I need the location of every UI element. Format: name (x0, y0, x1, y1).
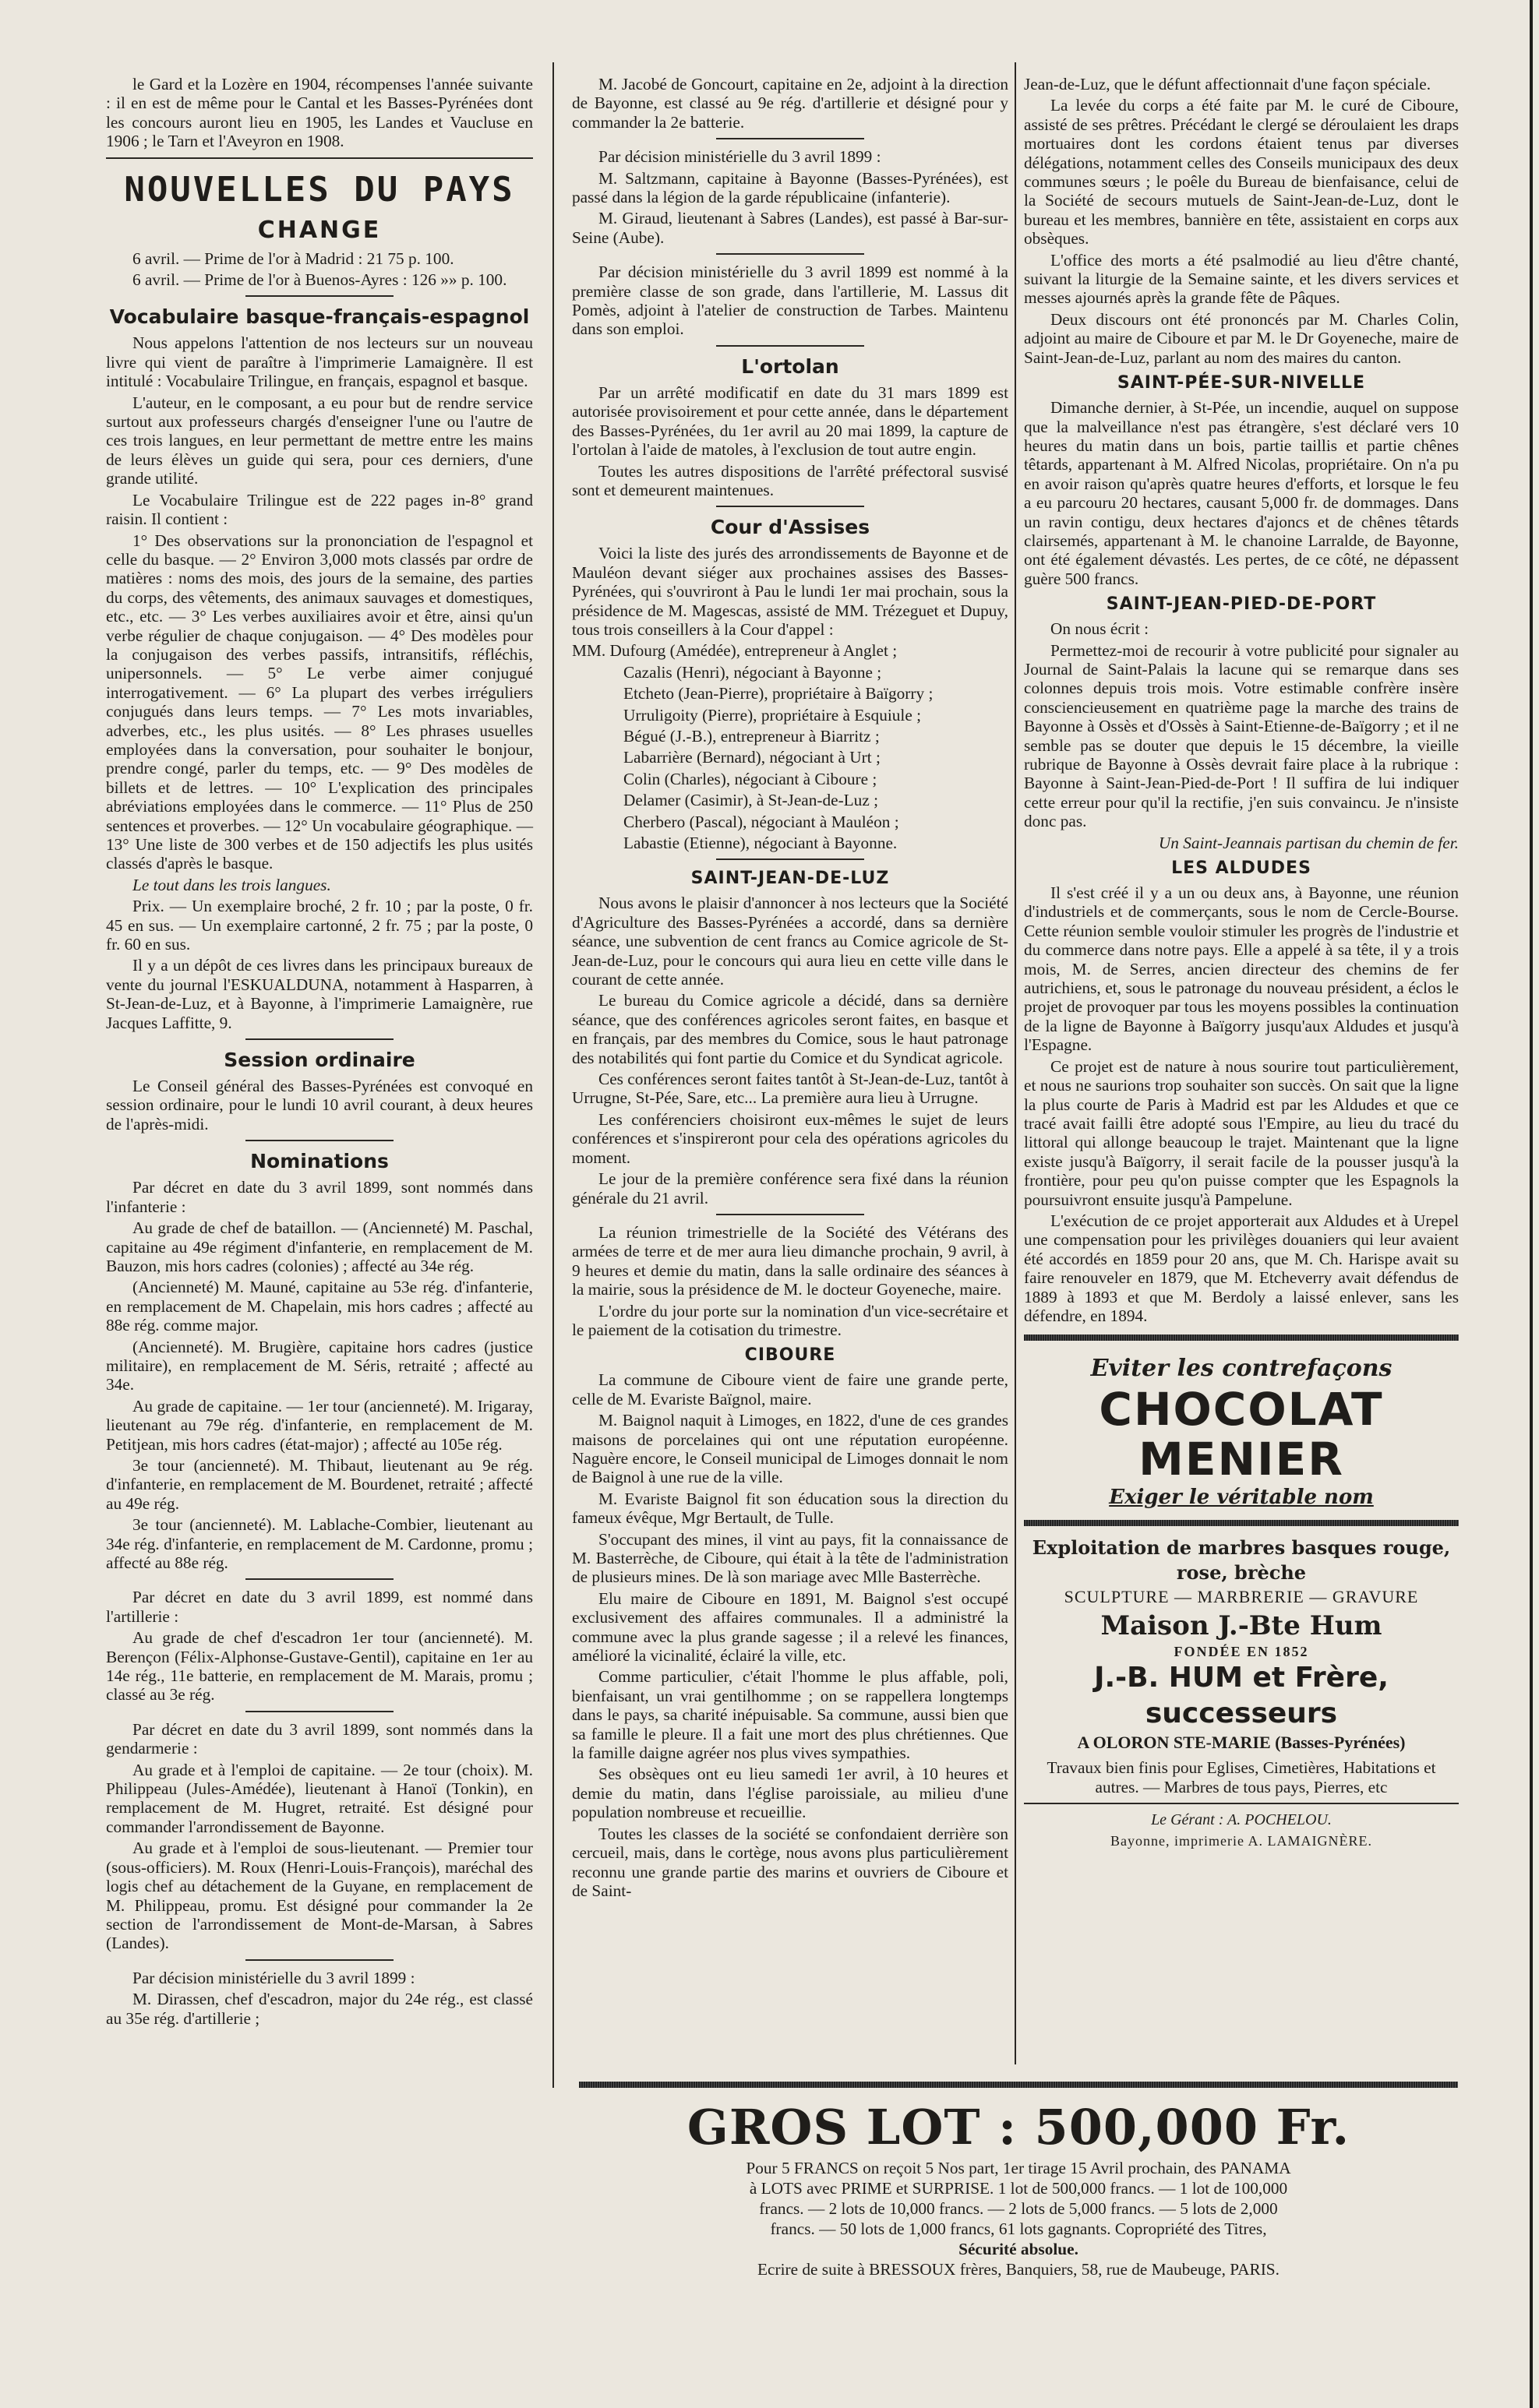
ciboure-p8: Toutes les classes de la société se confondaient derrière son cercueil, mais, dans le cortège, nous avons plus particulièrement reconnu une grande partie des marins et ouvriers de Ciboure et de Saint- (572, 1824, 1008, 1900)
nominations-p9: Au grade de chef d'escadron 1er tour (ancienneté). M. Berençon (Félix-Alphonse-Gustave-Gentil), capitaine en 1er au 14e rég., 11e batterie, en remplacement de M. Marais, promu ; classé au 3e rég. (106, 1628, 533, 1705)
col2-p2: Par décision ministérielle du 3 avril 1899 : (598, 147, 881, 167)
nominations-heading: Nominations (250, 1150, 389, 1173)
ortolan-heading: L'ortolan (741, 354, 839, 378)
gros-lot-title: GROS LOT : 500,000 Fr. (687, 2099, 1350, 2156)
juror-item: Cherbero (Pascal), négociant à Mauléon ; (623, 812, 899, 831)
aldudes-heading: LES ALDUDES (1171, 858, 1311, 879)
gros-lot-line5: Sécurité absolue. (958, 2240, 1078, 2258)
article-rule (245, 1578, 394, 1580)
article-rule (245, 295, 394, 297)
sjpp-heading: SAINT-JEAN-PIED-DE-PORT (1106, 594, 1377, 615)
assises-p1: Voici la liste des jurés des arrondissements de Bayonne et de Mauléon devant siéger aux prochaines assises des Basses-Pyrénées, qui s'ouvriront à Pau le lundi 1er mai prochain, sous la présidence de M. Magescas, assisté de MM. Trézeguet et Dupuy, tous trois conseillers à la Cour d'appel : (572, 544, 1008, 639)
juror-item: Etcheto (Jean-Pierre), propriétaire à Baïgorry ; (623, 684, 934, 703)
article-rule (716, 1214, 864, 1215)
col2-p3: M. Saltzmann, capitaine à Bayonne (Basses-Pyrénées), est passé dans la légion de la garde républicaine (infanterie). (572, 168, 1008, 207)
ciboure-heading: CIBOURE (744, 1345, 836, 1366)
nominations-p10: Par décret en date du 3 avril 1899, sont nommés dans la gendarmerie : (106, 1719, 533, 1758)
nominations-p3: (Ancienneté) M. Mauné, capitaine au 53e rég. d'infanterie, en remplacement de M. Chapelain, mis hors cadres ; affecté au 88e rég. comme major. (106, 1278, 533, 1335)
juror-item: Labastie (Etienne), négociant à Bayonne. (623, 834, 898, 852)
hum-ad-line6: A OLORON STE-MARIE (Basses-Pyrénées) (1077, 1733, 1406, 1753)
stpee-p1: Dimanche dernier, à St-Pée, un incendie, auquel on suppose que la malveillance n'est pas étrangère, s'est déclaré vers 10 heures du matin dans un bois, partie taillis et partie chênes têtards, appartenant à M. Alfred Nicolas, propriétaire. On n'a pu en avoir raison qu'après quatre heures d'efforts, et lorsque le feu a eu parcouru 20 hectares, causant 5,000 fr. de dommages. Dans un ravin contigu, deux hectares d'ajoncs et de chênes têtards clairsemés, appartenant à M. le chanoine Larralde, de Bayonne, ont été également dévastés. Les pertes, de ce côté, ne dépassent guère 500 francs. (1024, 398, 1459, 588)
ciboure-p5: Elu maire de Ciboure en 1891, M. Baignol s'est occupé exclusivement des affaires communales. Il a administré la commune avec la plus grande sagesse ; il a relevé les finances, amélioré la vicinalité, éclairé la ville, etc. (572, 1588, 1008, 1666)
juror-item: Cazalis (Henri), négociant à Bayonne ; (623, 662, 882, 682)
juror-item: Urruligoity (Pierre), propriétaire à Esquiule ; (623, 705, 922, 725)
sjdl-p5: Le jour de la première conférence sera fixé dans la réunion générale du 21 avril. (572, 1169, 1008, 1208)
article-rule (245, 1959, 394, 1961)
ciboure-p3: M. Evariste Baignol fit son éducation sous la direction du fameux évêque, Mgr Bertault, de Tulle. (572, 1489, 1008, 1528)
article-rule (245, 1038, 394, 1040)
nominations-p8: Par décret en date du 3 avril 1899, est nommé dans l'artillerie : (106, 1588, 533, 1626)
juror-item: MM. Dufourg (Amédée), entrepreneur à Anglet ; (572, 641, 898, 661)
sjpp-p2: Permettez-moi de recourir à votre publicité pour signaler au Journal de Saint-Palais la lacune qui se remarque dans ses colonnes depuis trois mois. Votre estimable confrère insère consciencieusement en quatrième page la marche des trains de Bayonne à Ossès et d'Ossès à Saint-Etienne-de-Baïgorry ; et il ne semble pas se douter que depuis le 15 décembre, la vieille rubrique de Bayonne à Ossès devrait faire place à la rubrique : Bayonne à Saint-Jean-Pied-de-Port ! Il suffira de lui indiquer cette erreur pour qu'il la rectifie, j'en suis convaincu. Je n'insiste donc pas. (1024, 640, 1459, 831)
nominations-p12: Au grade et à l'emploi de sous-lieutenant. — Premier tour (sous-officiers). M. Roux (Henri-Louis-François), maréchal des logis chef au détachement de la Guyane, en remplacement de M. Philippeau, promu. Est désigné pour commander la 2e section de l'arrondissement de Mont-de-Marsan, à Sabres (Landes). (106, 1839, 533, 1953)
ad-border (1024, 1334, 1459, 1341)
column-divider-2 (1015, 62, 1016, 2064)
ciboure-p4: S'occupant des mines, il vint au pays, fit la connaissance de M. Basterrèche, de Ciboure, qui était à la tête de l'administration de plusieurs mines. De là son mariage avec Mlle Basterrèche. (572, 1529, 1008, 1587)
change-line-2: 6 avril. — Prime de l'or à Buenos-Ayres : 126 »» p. 100. (132, 270, 507, 290)
nominations-p1: Par décret en date du 3 avril 1899, sont nommés dans l'infanterie : (106, 1178, 533, 1216)
article-rule (245, 1711, 394, 1712)
sjdl-p4: Les conférenciers choisiront eux-mêmes le sujet de leurs conférences et s'inspireront pour cela des opérations agricoles du moment. (572, 1109, 1008, 1167)
change-heading: CHANGE (257, 216, 382, 244)
ortolan-p1: Par un arrêté modificatif en date du 31 mars 1899 est autorisée provisoirement et pour cette année, dans le département des Basses-Pyrénées, du 1er avril au 20 mai 1899, la capture de l'ortolan à l'aide de matoles, à l'exclusion de tout autre engin. (572, 383, 1008, 460)
gerant-line: Le Gérant : A. POCHELOU. (1151, 1811, 1332, 1829)
intro-paragraph: le Gard et la Lozère en 1904, récompenses l'année suivante : il en est de même pour le Cantal et les Basses-Pyrénées dont les concours auront lieu en 1905, les Landes et Vaucluse en 1906 ; le Tarn et l'Aveyron en 1908. (106, 75, 533, 151)
ad-border (579, 2082, 1458, 2088)
nominations-p4: (Ancienneté). M. Brugière, capitaine hors cadres (justice militaire), en remplacement de M. Séris, retraité ; affecté au 34e. (106, 1337, 533, 1394)
col2-p5: Par décision ministérielle du 3 avril 1899 est nommé à la première classe de son grade, dans l'artillerie, M. Lassus dit Pomès, adjoint à l'atelier de construction de Tarbes. Maintenu dans son emploi. (572, 263, 1008, 339)
aldudes-p3: L'exécution de ce projet apporterait aux Aldudes et à Urepel une compensation pour les privilèges douaniers qui leur avaient été accordés en 1859 pour 20 ans, que M. Ch. Harispe avait su faire renouveler en 1879, que M. Etcheverry avait défendus de 1889 à 1893 et que M. Berdoly a laissé enlever, sans les défendre, en 1894. (1024, 1211, 1459, 1325)
col2-p4: M. Giraud, lieutenant à Sabres (Landes), est passé à Bar-sur-Seine (Aube). (572, 209, 1008, 247)
sjdl-p3: Ces conférences seront faites tantôt à St-Jean-de-Luz, tantôt à Urrugne, St-Pée, Sare, etc... La première aura lieu à Urrugne. (572, 1070, 1008, 1108)
gros-lot-line2: à LOTS avec PRIME et SURPRISE. 1 lot de 500,000 francs. — 1 lot de 100,000 (749, 2179, 1288, 2198)
juror-item: Labarrière (Bernard), négociant à Urt ; (623, 748, 881, 767)
nominations-p6: 3e tour (ancienneté). M. Thibaut, lieutenant au 9e rég. d'infanterie, en remplacement de M. Bourdenet, retraité ; affecté au 49e rég. (106, 1455, 533, 1513)
nominations-p13: Par décision ministérielle du 3 avril 1899 : (132, 1968, 415, 1987)
sjpp-p1: On nous écrit : (1050, 619, 1149, 639)
nominations-p5: Au grade de capitaine. — 1er tour (ancienneté). M. Irigaray, lieutenant au 79e rég. d'infanterie, en remplacement de M. Petitjean, mis hors cadres (état-major) ; affecté au 105e rég. (106, 1396, 533, 1454)
vocab-heading: Vocabulaire basque-français-espagnol (109, 305, 530, 329)
hum-ad-line1: Exploitation de marbres basques rouge, rose, brèche (1032, 1536, 1451, 1585)
ad-border (1024, 1520, 1459, 1526)
nominations-p14: M. Dirassen, chef d'escadron, major du 24e rég., est classé au 35e rég. d'artillerie ; (106, 1990, 533, 2028)
hum-ad-line3: Maison J.-Bte Hum (1100, 1610, 1382, 1642)
vocab-price: Prix. — Un exemplaire broché, 2 fr. 10 ; par la poste, 0 fr. 45 en sus. — Un exemplaire cartonné, 2 fr. 75 ; par la poste, 0 fr. 60 en sus. (106, 897, 533, 954)
vocab-p5: Le tout dans les trois langues. (132, 875, 331, 894)
vocab-p7: Il y a un dépôt de ces livres dans les principaux bureaux de vente du journal l'ESKUALDUNA, notamment à Hasparren, à St-Jean-de-Luz, et à Bayonne, à l'imprimerie Lamaignère, rue Jacques Laffitte, 9. (106, 956, 533, 1032)
article-rule (245, 1140, 394, 1141)
gros-lot-line3: francs. — 2 lots de 10,000 francs. — 2 lots de 5,000 francs. — 5 lots de 2,000 (759, 2199, 1278, 2218)
sjdl-p2: Le bureau du Comice agricole a décidé, dans sa dernière séance, que des conférences agricoles seront faites, en basque et en français, par des membres du Comice, sous le haut patronage des notabilités qui font partie du Comice et du Syndicat agricole. (572, 991, 1008, 1067)
section-rule (106, 157, 533, 159)
chocolat-ad-line2: CHOCOLAT (1099, 1383, 1384, 1437)
col3-p2: La levée du corps a été faite par M. le curé de Ciboure, assisté de ses prêtres. Précédant le clergé se déroulaient les draps mortuaires dont les cordons étaient tenus par diverses délégations, notamment celles des Conseils municipaux des deux communes sœurs ; le poêle du Bureau de bienfaisance, celui de la Société de secours mutuels de Saint-Jean-de-Luz, dont le bureau et les membres, bannière en tête, assistaient en corps aux obsèques. (1024, 96, 1459, 249)
article-rule (716, 858, 864, 860)
sjpp-signature: Un Saint-Jeannais partisan du chemin de fer. (1158, 833, 1459, 852)
nominations-p2: Au grade de chef de bataillon. — (Ancienneté) M. Paschal, capitaine au 49e régiment d'infanterie, en remplacement de M. Bauzon, mis hors cadres (colonies) ; affecté au 34e rég. (106, 1218, 533, 1275)
hum-ad-line4: FONDÉE EN 1852 (1174, 1644, 1309, 1660)
sjdl-p7: L'ordre du jour porte sur la nomination d'un vice-secrétaire et le paiement de la cotisation du trimestre. (572, 1301, 1008, 1339)
col3-p1: Jean-de-Luz, que le défunt affectionnait d'une façon spéciale. (1024, 75, 1431, 93)
column-2 (572, 75, 1008, 1902)
session-heading: Session ordinaire (224, 1049, 415, 1072)
chocolat-ad-line1: Eviter les contrefaçons (1090, 1355, 1393, 1383)
gros-lot-ad (579, 2072, 1458, 2279)
sjdl-p1: Nous avons le plaisir d'annoncer à nos lecteurs que la Société d'Agriculture des Basses-Pyrénées a accordé, dans sa dernière séance, une subvention de cent francs au Comice agricole de St-Jean-de-Luz, pour le concours qui aura lieu en cette ville dans le courant de cette année. (572, 894, 1008, 989)
nominations-p7: 3e tour (ancienneté). M. Lablache-Combier, lieutenant au 34e rég. d'infanterie, en remplacement de M. Cardonne, promu ; affecté au 88e rég. (106, 1515, 533, 1572)
article-rule (716, 345, 864, 347)
column-1 (106, 75, 533, 2030)
gros-lot-line1: Pour 5 FRANCS on reçoit 5 Nos part, 1er tirage 15 Avril prochain, des PANAMA (746, 2159, 1291, 2177)
aldudes-p1: Il s'est créé il y a un ou deux ans, à Bayonne, une réunion d'industriels et de commerçants, sous le nom de Cercle-Bourse. Cette réunion semble vouloir stimuler les progrès de l'industrie et du commerce dans notre pays. Elle a appelé à sa tête, il y a trois mois, M. de Serres, ancien directeur des chemins de fer autrichiens, et, sous le patronage du nouveau président, a éclos le projet de provoquer par tous les moyens possibles la continuation de la ligne de Bayonne à Baïgorry jusqu'aux Aldudes et jusqu'à l'Espagne. (1024, 883, 1459, 1055)
assises-heading: Cour d'Assises (710, 516, 870, 539)
vocab-p4: 1° Des observations sur la prononciation de l'espagnol et celle du basque. — 2° Environ 3,000 mots classés par ordre de matières : noms des mois, des jours de la semaine, des parties du corps, des vêtements, des animaux sauvages et domestiques, etc., etc. — 3° Les verbes auxiliaires avoir et être, ainsi qu'un verbe régulier de chaque conjugaison. — 4° Des modèles pour la conjugaison des verbes passifs, intransitifs, réfléchis, unipersonnels. — 5° Le verbe aimer conjugué interrogativement. — 6° La plupart des verbes irréguliers conjugués dans leurs temps. — 7° Les mots invariables, adverbes, etc., les plus usités. — 8° Les phrases usuelles employées dans la conversation, pour souhaiter le bonjour, prendre congé, parler du temps, etc. — 9° Des modèles de billets et de lettres. — 10° L'explication des principales abréviations employées dans le commerce. — 11° Plus de 250 sentences et proverbes. — 12° Un vocabulaire géographique. — 13° Une liste de 300 verbes et de 150 adjectifs les plus usités classés d'après le basque. (106, 531, 533, 873)
section-title: NOUVELLES DU PAYS (124, 169, 515, 210)
gros-lot-line4: francs. — 50 lots de 1,000 francs, 61 lots gagnants. Copropriété des Titres, (770, 2219, 1267, 2238)
chocolat-ad-line3: MENIER (1138, 1433, 1344, 1486)
gerant-rule (1024, 1803, 1459, 1804)
ciboure-p2: M. Baignol naquit à Limoges, en 1822, d'une de ces grandes maisons de porcelaines qui ont une réputation européenne. Naguère encore, le Conseil municipal de Limoges donnait le nom de Baignol à une rue de la ville. (572, 1411, 1008, 1487)
imprimerie-line: Bayonne, imprimerie A. LAMAIGNÈRE. (1110, 1833, 1372, 1849)
hum-ad-line7: Travaux bien finis pour Eglises, Cimetières, Habitations et autres. — Marbres de tous pays, Pierres, etc (1047, 1758, 1436, 1796)
juror-item: Colin (Charles), négociant à Ciboure ; (623, 769, 877, 788)
gros-lot-line6: Ecrire de suite à BRESSOUX frères, Banquiers, 58, rue de Maubeuge, PARIS. (757, 2260, 1280, 2279)
article-rule (716, 138, 864, 139)
chocolat-ad-line4: Exiger le véritable nom (1109, 1486, 1374, 1510)
hum-ad-line2: SCULPTURE — MARBRERIE — GRAVURE (1064, 1587, 1419, 1607)
vocab-p2: L'auteur, en le composant, a eu pour but de rendre service surtout aux professeurs chargés d'enseigner l'une ou l'autre de ces trois langues, en leur permettant de mettre entre les mains de leurs élèves un guide qui sera, pour ces derniers, d'une grande utilité. (106, 393, 533, 488)
col2-p1: M. Jacobé de Goncourt, capitaine en 2e, adjoint à la direction de Bayonne, est classé au 9e rég. d'artillerie et désigné pour y commander la 2e batterie. (572, 75, 1008, 132)
aldudes-p2: Ce projet est de nature à nous sourire tout particulièrement, et nous ne saurions trop souhaiter son succès. On sait que la ligne la plus courte de Paris à Madrid est par les Aldudes et que ce tracé avait failli être adopté sous l'Empire, au lieu du tracé du littoral qui allonge beaucoup le trajet. Maintenant que la ligne existe jusqu'à Baïgorry, il serait facile de la pousser jusqu'à la frontière, pour peu qu'on puisse compter que les Espagnols la poursuivront ensuite jusqu'à Pampelune. (1024, 1056, 1459, 1209)
sjdl-heading: SAINT-JEAN-DE-LUZ (690, 869, 890, 889)
ciboure-p7: Ses obsèques ont eu lieu samedi 1er avril, à 10 heures et demie du matin, dans l'église paroissiale, au milieu d'une population nombreuse et recueillie. (572, 1765, 1008, 1822)
ciboure-p1: La commune de Ciboure vient de faire une grande perte, celle de M. Evariste Baïgnol, maire. (572, 1370, 1008, 1408)
juror-item: Delamer (Casimir), à St-Jean-de-Luz ; (623, 791, 879, 810)
column-3 (1024, 75, 1459, 1851)
article-rule (716, 506, 864, 507)
ciboure-p6: Comme particulier, c'était l'homme le plus affable, poli, bienfaisant, un vrai gentilhomme ; on se rappellera longtemps dans le pays, sa charité inépuisable. Sa commune, aussi bien que sa famille le pleure. Il a fait une mort des plus chrétiennes. Que la famille daigne agréer nos plus vives sympathies. (572, 1667, 1008, 1763)
change-line-1: 6 avril. — Prime de l'or à Madrid : 21 75 p. 100. (132, 249, 454, 268)
nominations-p11: Au grade et à l'emploi de capitaine. — 2e tour (choix). M. Philippeau (Jules-Amédée), lieutenant à Hanoï (Tonkin), en remplacement de M. Hugret, retraité. Est désigné pour commander l'arrondissement de Bayonne. (106, 1760, 533, 1836)
sjdl-p6: La réunion trimestrielle de la Société des Vétérans des armées de terre et de mer aura lieu dimanche prochain, 9 avril, à 9 heures et demie du matin, dans la salle ordinaire des séances à la mairie, sous la présidence de M. le docteur Goyeneche, maire. (572, 1222, 1008, 1299)
col3-p4: Deux discours ont été prononcés par M. Charles Colin, adjoint au maire de Ciboure et par M. le Dr Goyeneche, maire de Saint-Jean-de-Luz, parlant au nom des maires du canton. (1024, 309, 1459, 367)
ortolan-p2: Toutes les autres dispositions de l'arrêté préfectoral susvisé sont et demeurent maintenues. (572, 461, 1008, 499)
session-text: Le Conseil général des Basses-Pyrénées est convoqué en session ordinaire, pour le lundi 10 avril courant, à deux heures de l'après-midi. (106, 1077, 533, 1133)
vocab-p1: Nous appelons l'attention de nos lecteurs sur un nouveau livre qui vient de paraître à l'imprimerie Lamaignère. Il est intitulé : Vocabulaire Trilingue, en français, espagnol et basque. (106, 333, 533, 391)
col3-p3: L'office des morts a été psalmodié au lieu d'être chanté, suivant la liturgie de la Semaine sainte, et les divers services et messes ajournés après la grande fête de Pâques. (1024, 250, 1459, 308)
vocab-p3: Le Vocabulaire Trilingue est de 222 pages in-8° grand raisin. Il contient : (106, 490, 533, 529)
page-edge (1530, 0, 1533, 2408)
column-divider-1 (552, 62, 554, 2088)
stpee-heading: SAINT-PÉE-SUR-NIVELLE (1117, 373, 1366, 393)
juror-item: Bégué (J.-B.), entrepreneur à Biarritz ; (623, 726, 880, 746)
article-rule (716, 253, 864, 255)
hum-ad-line5: J.-B. HUM et Frère, successeurs (1094, 1662, 1389, 1730)
